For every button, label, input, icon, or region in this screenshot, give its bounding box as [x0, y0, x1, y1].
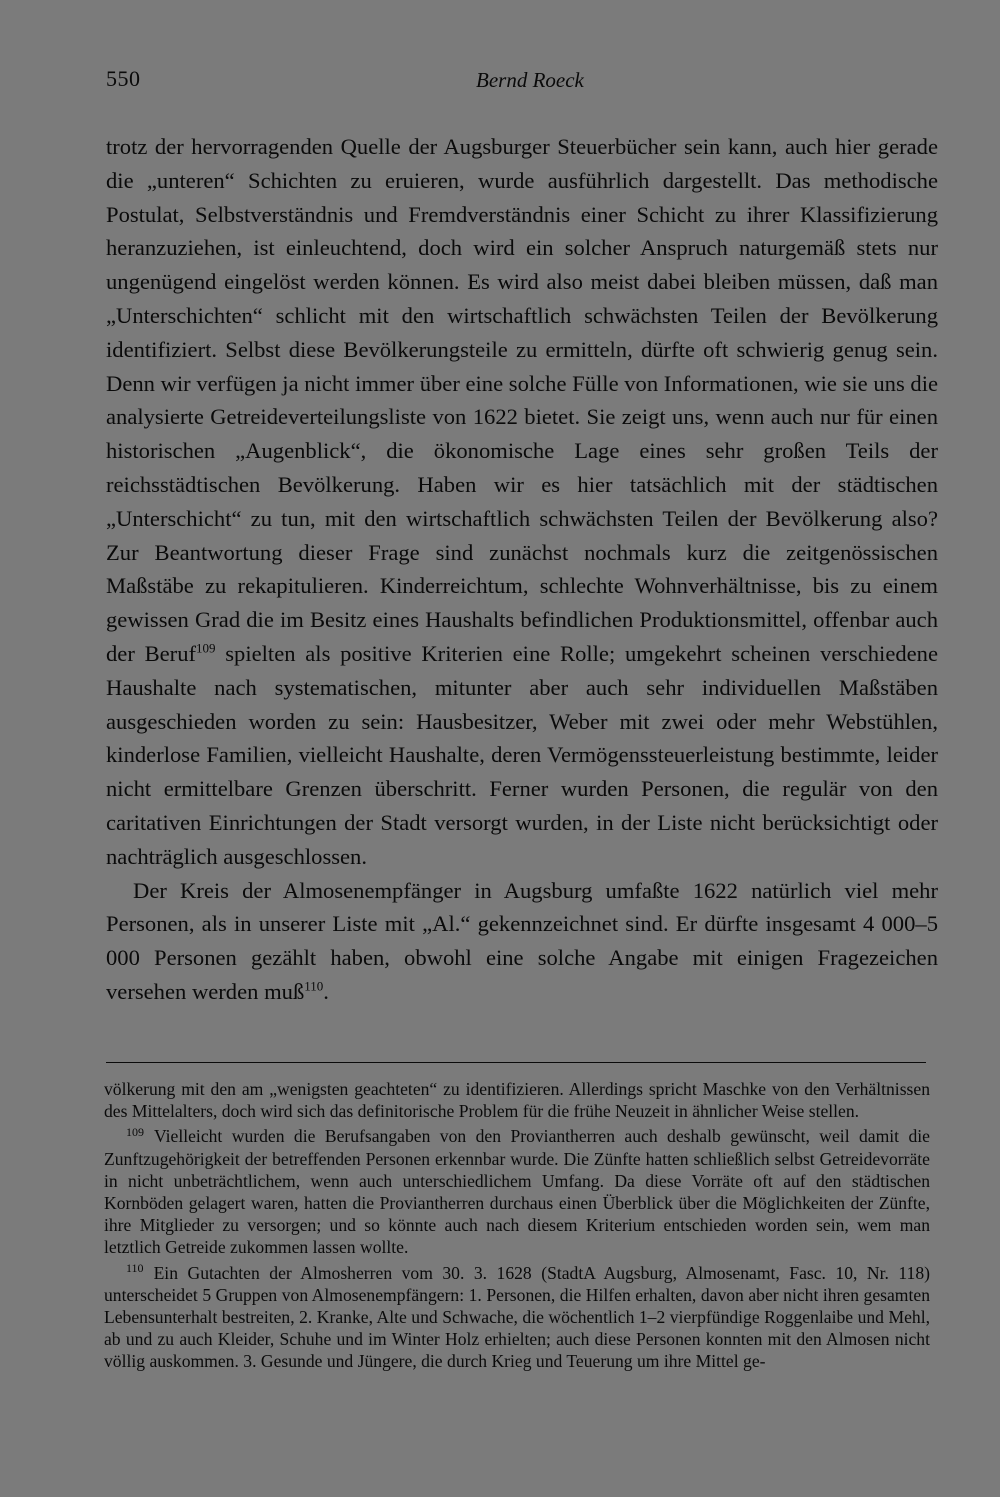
footnote-ref-110: 110	[304, 978, 324, 994]
page-number: 550	[106, 66, 141, 91]
footnote-109-number: 109	[126, 1124, 144, 1139]
paragraph-2	[106, 874, 938, 1009]
page-header	[106, 66, 936, 98]
footnote-continuation: völkerung mit den am „wenigsten geachteten“ zu identifizieren. Allerdings spricht Maschke von den Verhältnissen des Mittelalters, doch wird sich das definitorische Problem für die frühe Neuzeit in ähnlicher Weise stellen.	[104, 1079, 930, 1122]
running-head: Bernd Roeck	[476, 68, 584, 92]
footnotes	[104, 1078, 930, 1373]
paragraph-1-text-b: spielten als positive Kriterien eine Rolle; umgekehrt scheinen verschiedene Haushalte nach systematischen, mitunter aber auch sehr individuellen Maßstäben ausgeschieden worden zu sein: Hausbesitzer, Weber mit zwei oder mehr Webstühlen, kinderlose Familien, vielleicht Haushalte, deren Vermögenssteuerleistung bestimmte, leider nicht ermittelbare Grenzen überschritt. Ferner wurden Personen, die regulär von den caritativen Einrichtungen der Stadt versorgt wurden, in der Liste nicht berücksichtigt oder nachträglich ausgeschlossen.	[106, 640, 938, 869]
body-text	[106, 130, 938, 1009]
paragraph-1-text-a: trotz der hervorragenden Quelle der Augsburger Steuerbücher sein kann, auch hier gerade die „unteren“ Schichten zu eruieren, wurde ausführlich dargestellt. Das methodische Postulat, Selbstverständnis und Fremdverständnis einer Schicht zu ihrer Klassifizierung heranzuziehen, ist einleuchtend, doch wird ein solcher Anspruch naturgemäß stets nur ungenügend eingelöst werden können. Es wird also meist dabei bleiben müssen, daß man „Unterschichten“ schlicht mit den wirtschaftlich schwächsten Teilen der Bevölkerung identifiziert. Selbst diese Bevölkerungsteile zu ermitteln, dürfte oft schwierig genug sein. Denn wir verfügen ja nicht immer über eine solche Fülle von Informationen, wie sie uns die analysierte Getreideverteilungsliste von 1622 bietet. Sie zeigt uns, wenn auch nur für einen historischen „Augenblick“, die ökonomische Lage eines sehr großen Teils der reichsstädtischen Bevölkerung. Haben wir es hier tatsächlich mit der städtischen „Unterschicht“ zu tun, mit den wirtschaftlich schwächsten Teilen der Bevölkerung also? Zur Beantwortung dieser Frage sind zunächst nochmals kurz die zeitgenössischen Maßstäbe zu rekapitulieren. Kinderreichtum, schlechte Wohnverhältnisse, bis zu einem gewissen Grad die im Besitz eines Haushalts befindlichen Produktionsmittel, offenbar auch der Beruf	[106, 134, 938, 666]
paragraph-2-text-b: .	[323, 978, 329, 1004]
footnote-110-number: 110	[126, 1260, 144, 1275]
paragraph-1	[106, 130, 938, 874]
footnote-110-text: Ein Gutachten der Almosherren vom 30. 3. 1628 (StadtA Augsburg, Almosenamt, Fasc. 10, Nr. 118) unterscheidet 5 Gruppen von Almosenempfängern: 1. Personen, die Hilfen erhalten, davon aber nicht ihren gesamten Lebensunterhalt bestreiten, 2. Kranke, Alte und Schwache, die wöchentlich 1–2 vierpfündige Roggenlaibe und Mehl, ab und zu auch Kleider, Schuhe und im Winter Holz erhielten; auch diese Personen konnten mit den Almosen nicht völlig auskommen. 3. Gesunde und Jüngere, die durch Krieg und Teuerung um ihre Mittel ge-	[104, 1262, 930, 1372]
paragraph-2-text-a: Der Kreis der Almosenempfänger in Augsburg umfaßte 1622 natürlich viel mehr Personen, als in unserer Liste mit „Al.“ gekennzeichnet sind. Er dürfte insgesamt 4 000–5 000 Personen gezählt haben, obwohl eine solche Angabe mit einigen Fragezeichen versehen werden muß	[106, 877, 938, 1004]
footnote-divider	[106, 1062, 926, 1063]
footnote-109-text: Vielleicht wurden die Berufsangaben von den Proviantherren auch deshalb gewünscht, weil damit die Zunftzugehörigkeit der betreffenden Personen erkennbar wurde. Die Zünfte hatten schließlich selbst Getreidevorräte in nicht unbeträchtlichem, wenn auch unterschiedlichem Umfang. Da diese Vorräte oft auf den städtischen Kornböden gelagert waren, hatten die Proviantherren durchaus einen Überblick über die Möglichkeiten der Zünfte, ihre Mitglieder zu versorgen; und so könnte auch nach diesem Kriterium entschieden worden sein, wem man letztlich Getreide zukommen lassen wollte.	[104, 1126, 930, 1258]
footnote-110	[104, 1262, 930, 1373]
footnote-109	[104, 1125, 930, 1258]
footnote-ref-109: 109	[196, 640, 216, 656]
